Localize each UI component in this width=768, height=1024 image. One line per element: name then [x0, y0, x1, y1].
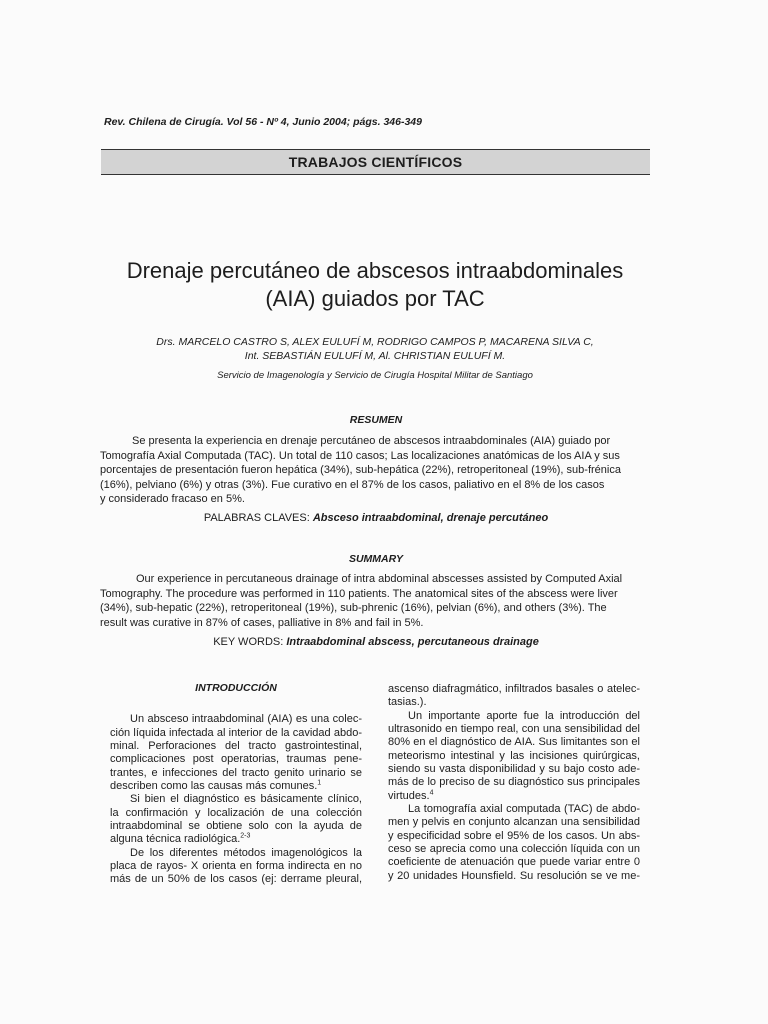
body-line: ascenso diafragmático, infiltrados basales o atelec- [388, 683, 640, 695]
key-words-value: Intraabdominal abscess, percutaneous drainage [286, 636, 539, 648]
body-text: describen como las causas más comunes. [110, 780, 318, 793]
body-line: tasias.). [388, 696, 427, 709]
body-line: trantes, e infecciones del tracto genito urinario se [110, 766, 362, 779]
body-line: ción líquida infectada al interior de la cavidad abdo- [110, 726, 362, 739]
section-banner [101, 149, 650, 175]
author-list [90, 335, 660, 363]
palabras-claves-label: PALABRAS CLAVES: [203, 512, 313, 524]
summary-line: Tomography. The procedure was performed in 110 patients. The anatomical sites of the abscess were liver [100, 587, 618, 600]
section-title: TRABAJOS CIENTÍFICOS [288, 154, 463, 170]
body-line: y 20 unidades Hounsfield. Su resolución se ve me- [388, 869, 640, 882]
body-line: la confirmación y localización de una colección [110, 806, 362, 819]
body-line [110, 833, 362, 846]
citation-ref: 2-3 [240, 832, 251, 840]
body-line: Si bien el diagnóstico es básicamente clínico, [130, 793, 362, 806]
summary-line: Our experience in percutaneous drainage of intra abdominal abscesses assisted by Computed Axial [136, 573, 623, 585]
citation-ref: 1 [317, 779, 322, 787]
body-text: alguna técnica radiológica. [110, 833, 241, 846]
title-line: Drenaje percutáneo de abscesos intraabdominales [126, 258, 624, 283]
body-line: Un importante aporte fue la introducción del [408, 709, 640, 722]
resumen-line: (16%), pelviano (6%) y otras (3%). Fue curativo en el 87% de los casos, paliativo en el 8% de los casos [100, 478, 605, 491]
intro-heading: INTRODUCCIÓN [195, 682, 277, 694]
body-line: ceso se aprecia como una colección líquida con un [388, 843, 640, 856]
palabras-claves [100, 512, 652, 524]
body-line: men y pelvis en conjunto alcanzan una sensibilidad [388, 816, 640, 829]
body-line: más de un 50% de los casos (ej: derrame pleural, [110, 873, 362, 886]
resumen-line: porcentajes de presentación fueron hepática (34%), sub-hepática (22%), retroperitoneal (19%), sub-frénica [100, 464, 621, 476]
resumen-heading: RESUMEN [349, 414, 403, 426]
body-line [388, 790, 640, 803]
body-line: La tomografía axial computada (TAC) de abdo- [408, 803, 640, 816]
intro-left-column [110, 682, 362, 887]
resumen-line: Tomografía Axial Computada (TAC). Un total de 110 casos; Las localizaciones anatómicas de los AIA y sus [100, 449, 620, 462]
body-line: Un absceso intraabdominal (AIA) es una colec- [130, 713, 362, 726]
body-line: meteorismo intestinal y las incisiones quirúrgicas, [388, 749, 640, 762]
body-line: complicaciones post operatorias, traumas pene- [110, 753, 362, 766]
body-line: intraabdominal se obtiene solo con la ayuda de [110, 820, 362, 833]
author-line: Drs. MARCELO CASTRO S, ALEX EULUFÍ M, RODRIGO CAMPOS P, MACARENA SILVA C, [156, 336, 594, 348]
key-words-label: KEY WORDS: [213, 636, 287, 648]
body-line: De los diferentes métodos imagenológicos la [130, 846, 362, 859]
summary-line: result was curative in 87% of cases, palliative in 8% and fail in 5%. [100, 616, 424, 629]
palabras-claves-value: Absceso intraabdominal, drenaje percutáneo [312, 512, 549, 524]
body-line: ultrasonido en tiempo real, con una sensibilidad del [388, 723, 640, 736]
body-line: siendo su vasta disponibilidad y su bajo costo ade- [388, 763, 640, 776]
summary-line: (34%), sub-hepatic (22%), retroperitoneal (19%), sub-phrenic (16%), pelvian (6%), and others (3%). The [100, 602, 607, 614]
body-line: placa de rayos- X orienta en forma indirecta en no [110, 860, 362, 873]
body-text: virtudes. [388, 789, 430, 802]
journal-reference: Rev. Chilena de Cirugía. Vol 56 - Nº 4, Junio 2004; págs. 346-349 [104, 116, 422, 128]
body-line: y especificidad sobre el 95% de los casos. Un abs- [388, 829, 640, 842]
resumen-line: y considerado fracaso en 5%. [100, 493, 245, 505]
body-line: minal. Perforaciones del tracto gastrointestinal, [110, 740, 362, 753]
citation-ref: 4 [429, 789, 434, 797]
title-line: (AIA) guiados por TAC [265, 286, 485, 311]
body-line [110, 780, 362, 793]
key-words [100, 636, 652, 648]
article-title [90, 257, 660, 313]
body-line: coeficiente de atenuación que puede variar entre 0 [388, 856, 640, 869]
body-line: 80% en el diagnóstico de AIA. Sus limitantes son el [388, 736, 640, 749]
affiliation: Servicio de Imagenología y Servicio de Cirugía Hospital Militar de Santiago [217, 370, 533, 381]
resumen-line: Se presenta la experiencia en drenaje percutáneo de abscesos intraabdominales (AIA) guiado por [132, 435, 611, 447]
summary-body [100, 572, 652, 630]
body-line: más de lo preciso de su diagnóstico sus principales [388, 776, 640, 789]
resumen-body [100, 434, 652, 507]
author-line: Int. SEBASTIÁN EULUFÍ M, Al. CHRISTIAN EULUFÍ M. [244, 350, 506, 362]
summary-heading: SUMMARY [348, 553, 404, 565]
intro-right-column [388, 683, 640, 883]
